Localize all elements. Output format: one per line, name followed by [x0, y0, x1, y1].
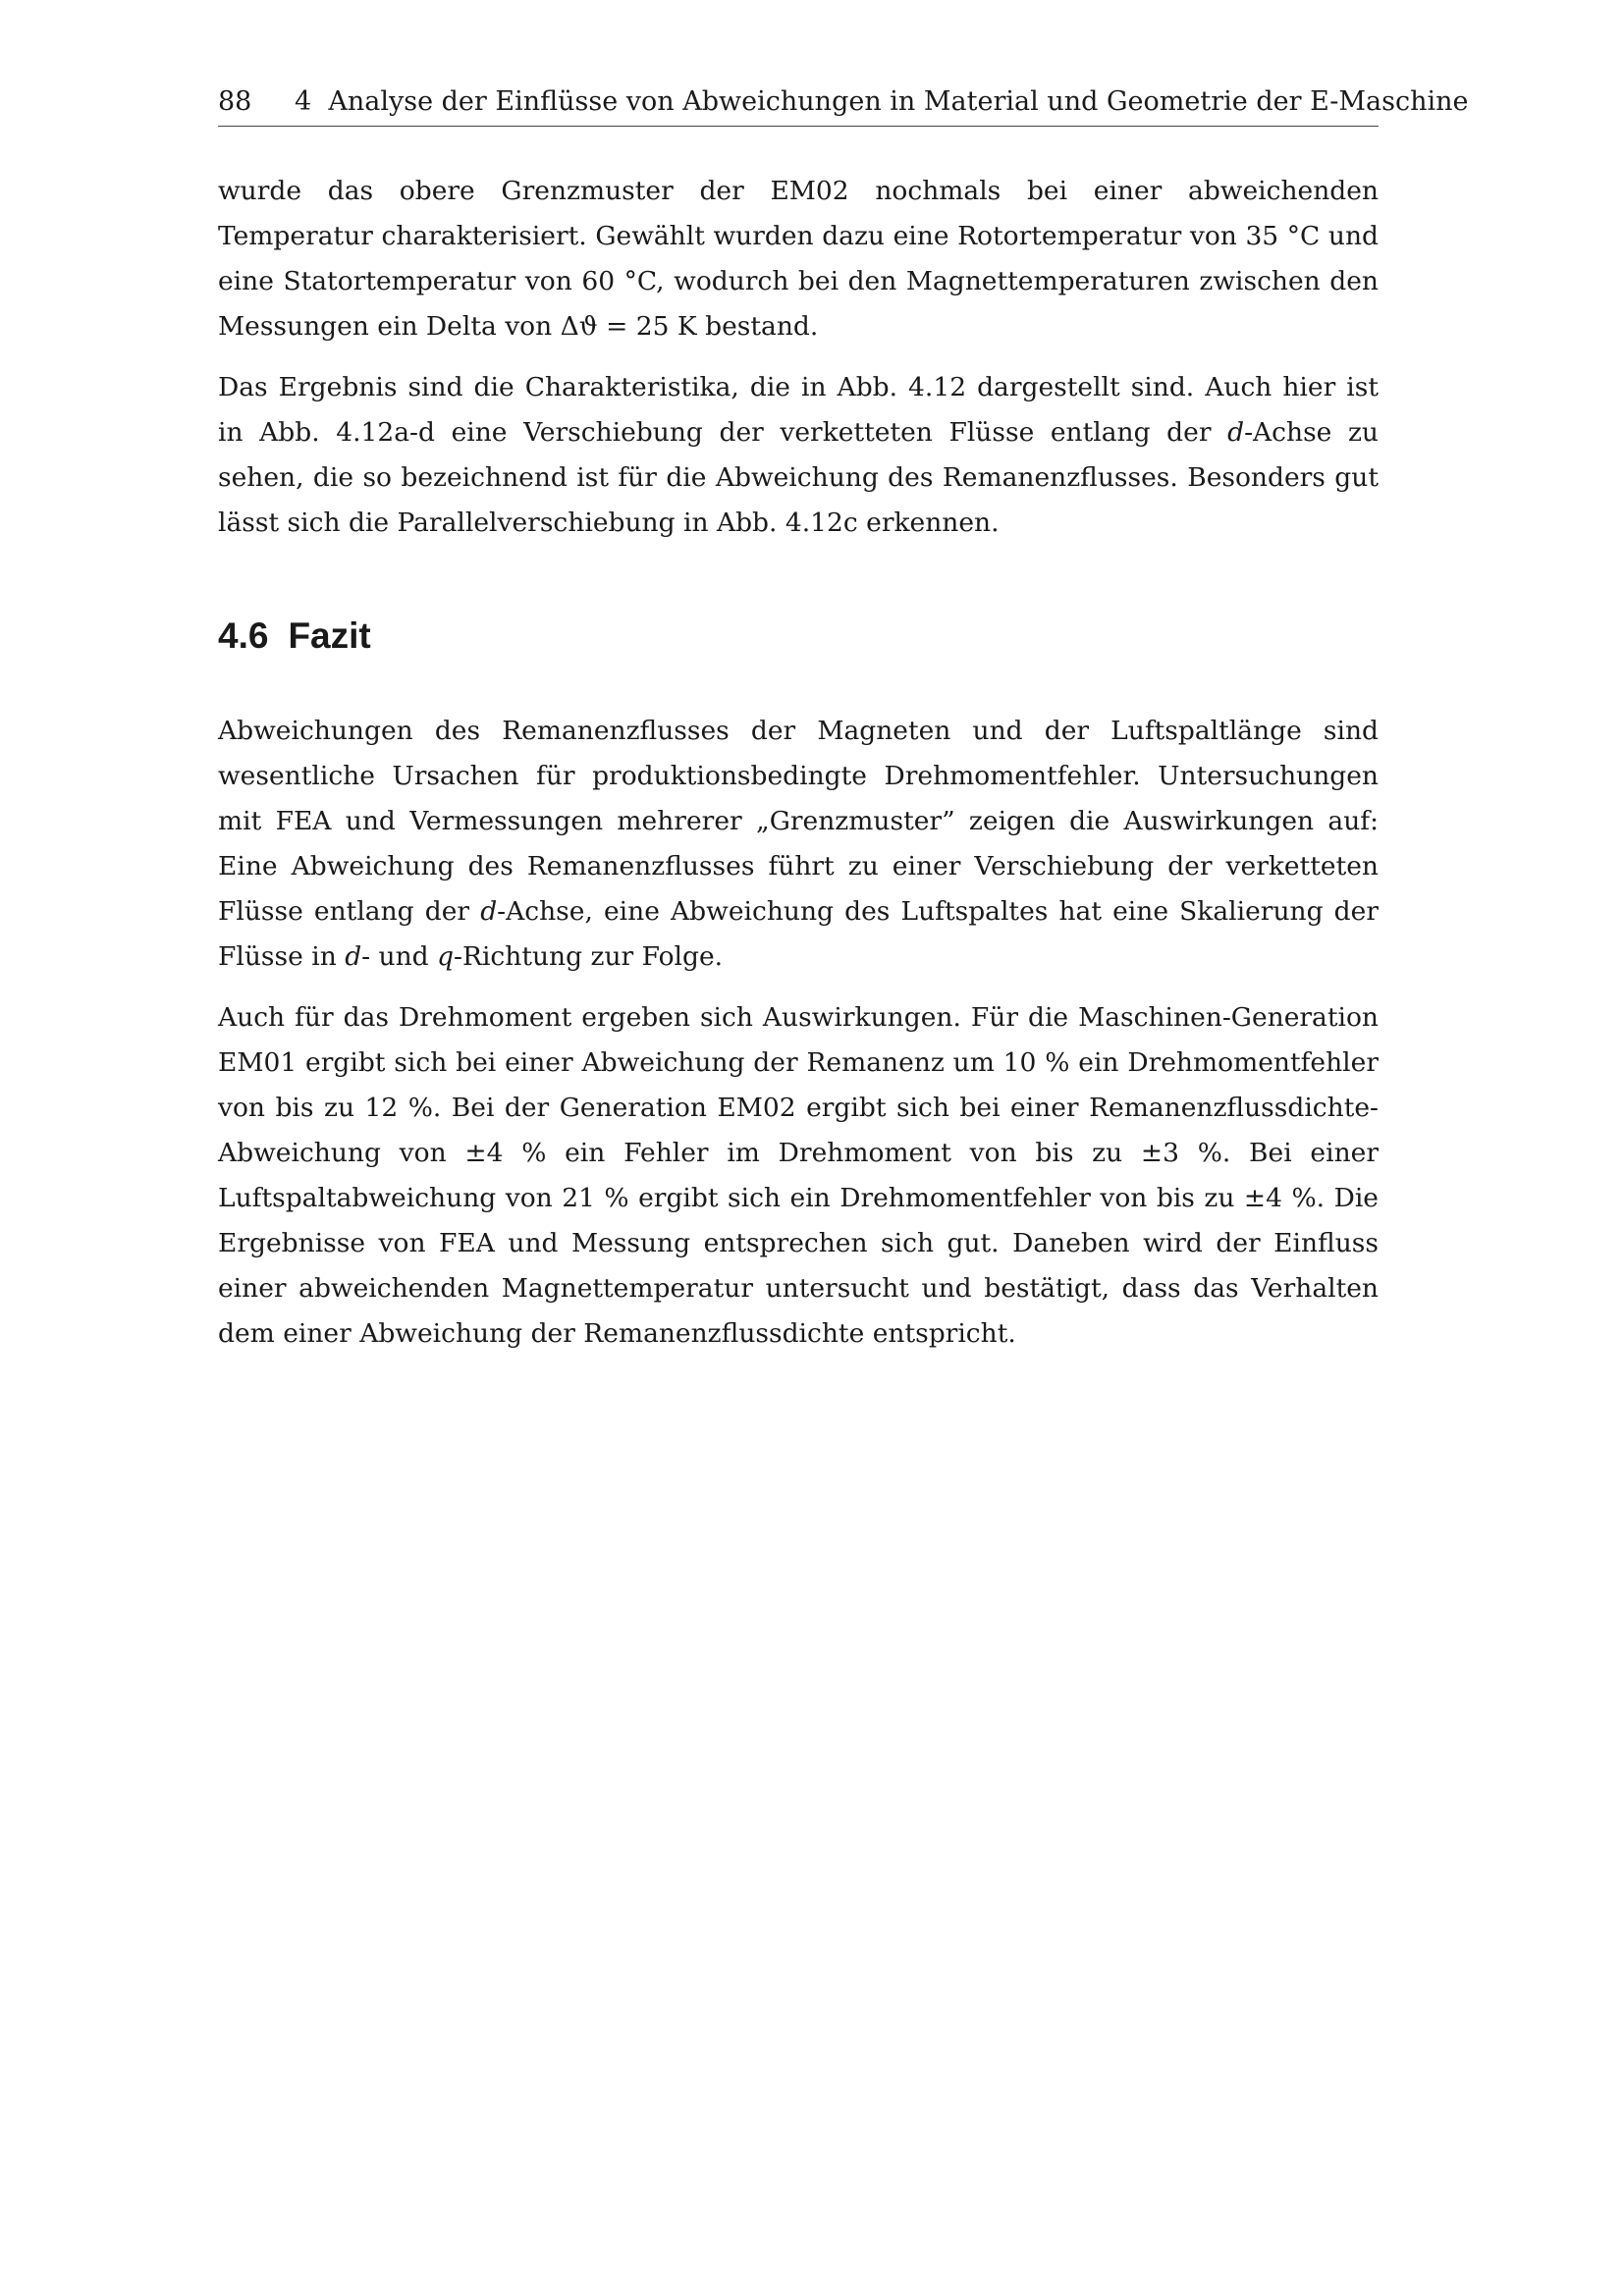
math-variable-d: d	[345, 941, 362, 972]
paragraph-results-text-1: Das Ergebnis sind die Charakteristika, die in Abb. 4.12 dargestellt sind. Auch hier ist in Abb. 4.12a-d eine Verschiebung der verketteten Flüsse entlang der	[218, 372, 1379, 448]
math-variable-d: d	[1227, 417, 1245, 448]
fazit-1-text-1: Abweichungen des Remanenzflusses der Magneten und der Luftspaltlänge sind wesentliche Ursachen für produktionsbedingte Drehmomentfehler. Untersuchungen mit FEA und Vermessungen mehrerer „Grenzmuster” zeigen die Auswirkungen auf: Eine Abweichung des Remanenzflusses führt zu einer Verschiebung der verketteten Flüsse entlang der	[218, 716, 1379, 927]
section-title: Fazit	[288, 615, 371, 656]
paragraph-fazit-2: Auch für das Drehmoment ergeben sich Auswirkungen. Für die Maschinen-Generation EM01 ergibt sich bei einer Abweichung der Remanenz um 10 % ein Drehmomentfehler von bis zu 12 %. Bei der Generation EM02 ergibt sich bei einer Remanenzflussdichte-Abweichung von ±4 % ein Fehler im Drehmoment von bis zu ±3 %. Bei einer Luftspaltabweichung von 21 % ergibt sich ein Drehmomentfehler von bis zu ±4 %. Die Ergebnisse von FEA und Messung entsprechen sich gut. Daneben wird der Einfluss einer abweichenden Magnettemperatur untersucht und bestätigt, dass das Verhalten dem einer Abweichung der Remanenzflussdichte entspricht.	[218, 1002, 1379, 1349]
math-variable-d: d	[480, 896, 498, 927]
paragraph-fazit-1	[218, 709, 1379, 980]
paragraph-temperature: wurde das obere Grenzmuster der EM02 nochmals bei einer abweichenden Temperatur charakterisiert. Gewählt wurden dazu eine Rotortemperatur von 35 °C und eine Statortemperatur von 60 °C, wodurch bei den Magnettemperaturen zwischen den Messungen ein Delta von Δϑ = 25 K bestand.	[218, 176, 1379, 342]
section-heading	[218, 614, 1379, 658]
body-text	[218, 169, 1379, 1372]
paragraph-results-text-2: -Achse zu sehen, die so bezeichnend ist für die Abweichung des Remanenzflusses. Besonders gut lässt sich die Parallelverschiebung in Abb. 4.12c erkennen.	[218, 417, 1379, 538]
fazit-1-text-3: - und	[361, 941, 438, 972]
chapter-title: 4 Analyse der Einflüsse von Abweichungen in Material und Geometrie der E-Maschine	[295, 86, 1469, 117]
page-number: 88	[218, 86, 252, 117]
fazit-1-text-2: -Achse, eine Abweichung des Luftspaltes hat eine Skalierung der Flüsse in	[218, 896, 1379, 972]
running-header	[218, 82, 1469, 127]
fazit-1-text-4: -Richtung zur Folge.	[454, 941, 724, 972]
math-variable-q: q	[437, 941, 455, 972]
paragraph-results	[218, 365, 1379, 546]
section-number: 4.6	[218, 615, 269, 656]
